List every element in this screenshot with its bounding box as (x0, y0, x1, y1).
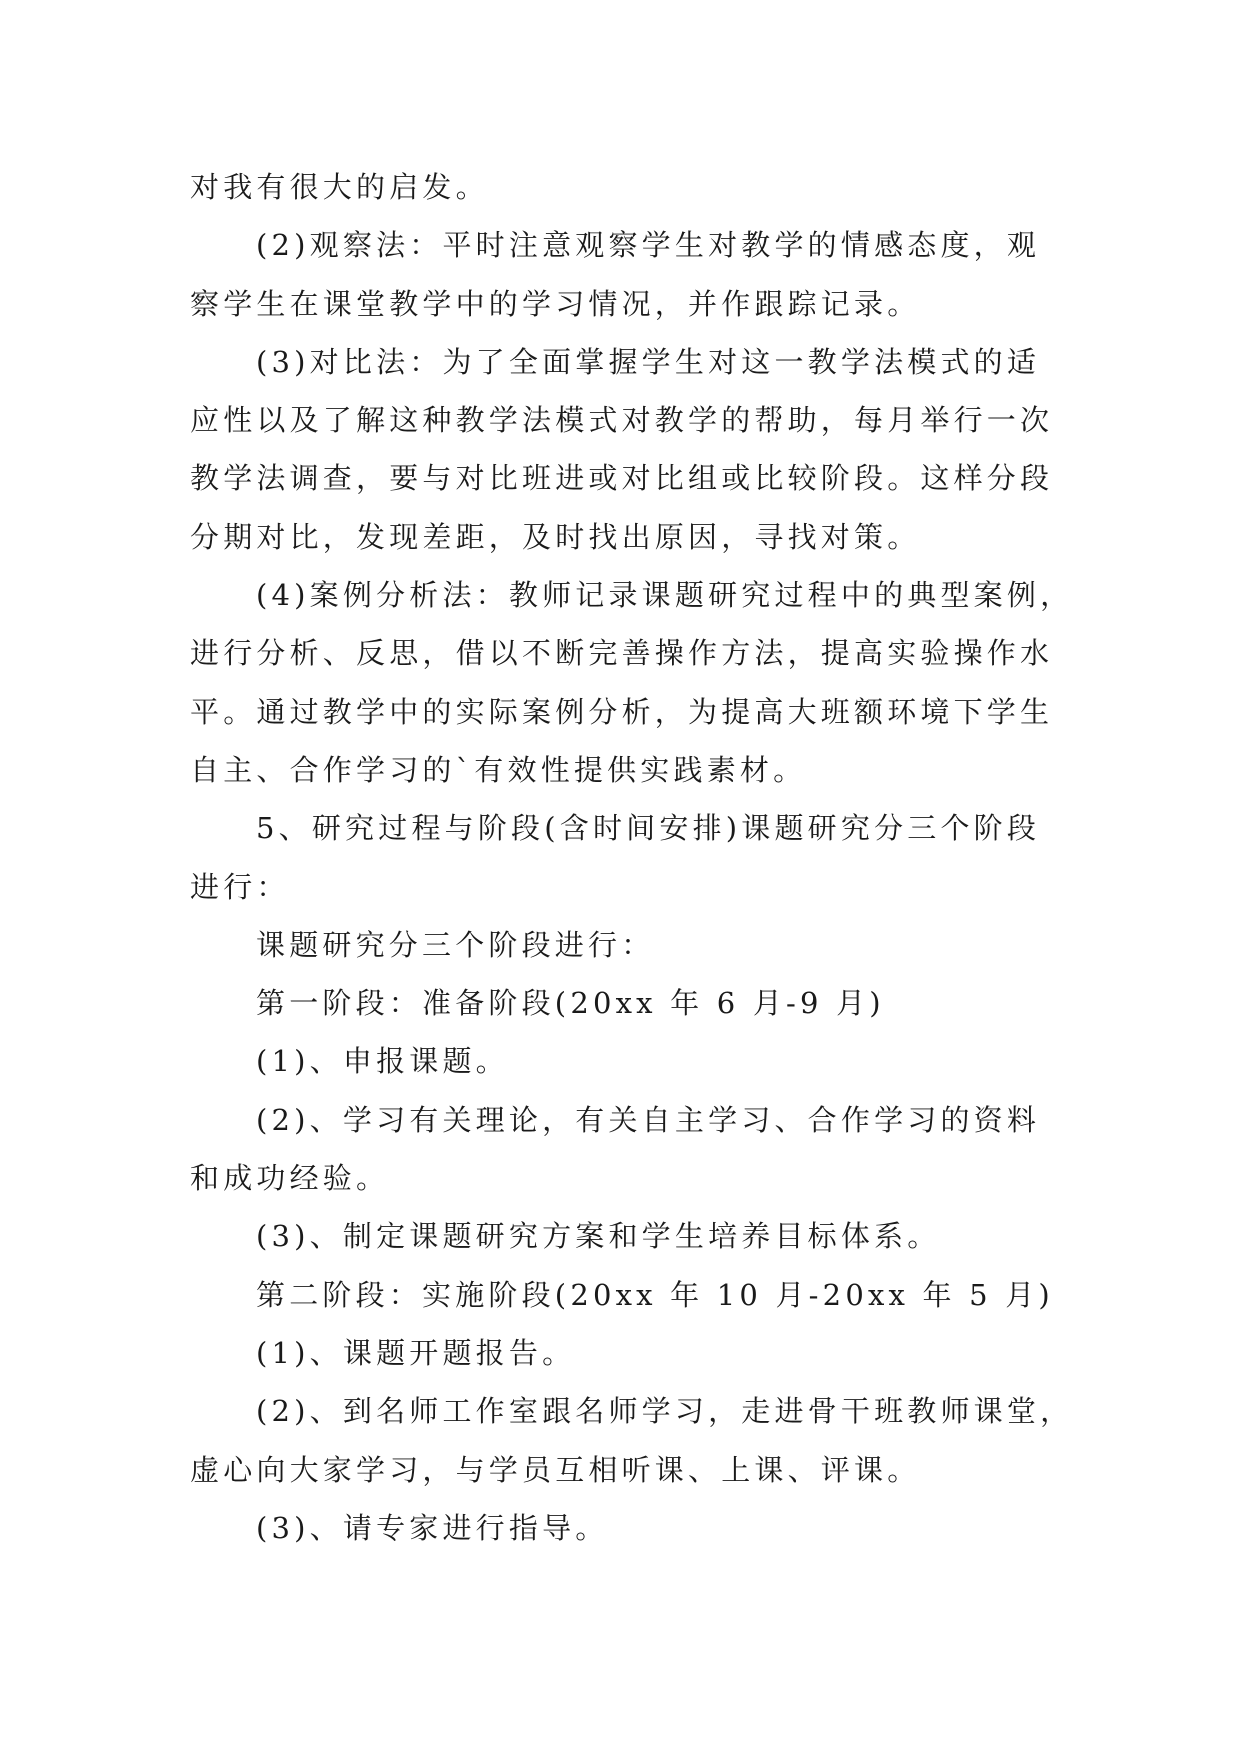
text-line: 应性以及了解这种教学法模式对教学的帮助，每月举行一次 (190, 403, 1054, 438)
text-line: 对我有很大的启发。 (190, 170, 489, 204)
text-line: (3)、请专家进行指导。 (256, 1510, 609, 1545)
body-text (190, 158, 1074, 1557)
text-line: 虚心向大家学习，与学员互相听课、上课、评课。 (190, 1452, 921, 1487)
text-line: 进行： (190, 869, 290, 904)
text-line: (2)、学习有关理论，有关自主学习、合作学习的资料 (256, 1102, 1041, 1137)
text-line: 教学法调查，要与对比班进或对比组或比较阶段。这样分段 (190, 461, 1054, 496)
text-line: 5、研究过程与阶段(含时间安排)课题研究分三个阶段 (256, 811, 1041, 846)
text-line: (3)、制定课题研究方案和学生培养目标体系。 (256, 1219, 941, 1254)
section-heading: 第一阶段：准备阶段(20xx 年 6 月-9 月) (256, 986, 885, 1021)
text-line: 进行分析、反思，借以不断完善操作方法，提高实验操作水 (190, 636, 1054, 671)
text-line: (1)、课题开题报告。 (256, 1335, 576, 1370)
text-line: (3)对比法：为了全面掌握学生对这一教学法模式的适 (256, 344, 1041, 379)
text-line: 和成功经验。 (190, 1161, 390, 1196)
section-heading: 第二阶段：实施阶段(20xx 年 10 月-20xx 年 5 月) (256, 1277, 1054, 1312)
text-line: 平。通过教学中的实际案例分析，为提高大班额环境下学生 (190, 694, 1054, 729)
text-line: (1)、申报课题。 (256, 1044, 509, 1079)
text-line: 察学生在课堂教学中的学习情况，并作跟踪记录。 (190, 286, 921, 321)
text-line: 自主、合作学习的`有效性提供实践素材。 (190, 752, 807, 787)
text-line: (2)、到名师工作室跟名师学习，走进骨干班教师课堂， (256, 1394, 1074, 1429)
text-line: (2)观察法：平时注意观察学生对教学的情感态度，观 (256, 228, 1041, 263)
text-line: 分期对比，发现差距，及时找出原因，寻找对策。 (190, 519, 921, 554)
text-line: (4)案例分析法：教师记录课题研究过程中的典型案例， (256, 578, 1074, 613)
text-line: 课题研究分三个阶段进行： (256, 927, 655, 962)
